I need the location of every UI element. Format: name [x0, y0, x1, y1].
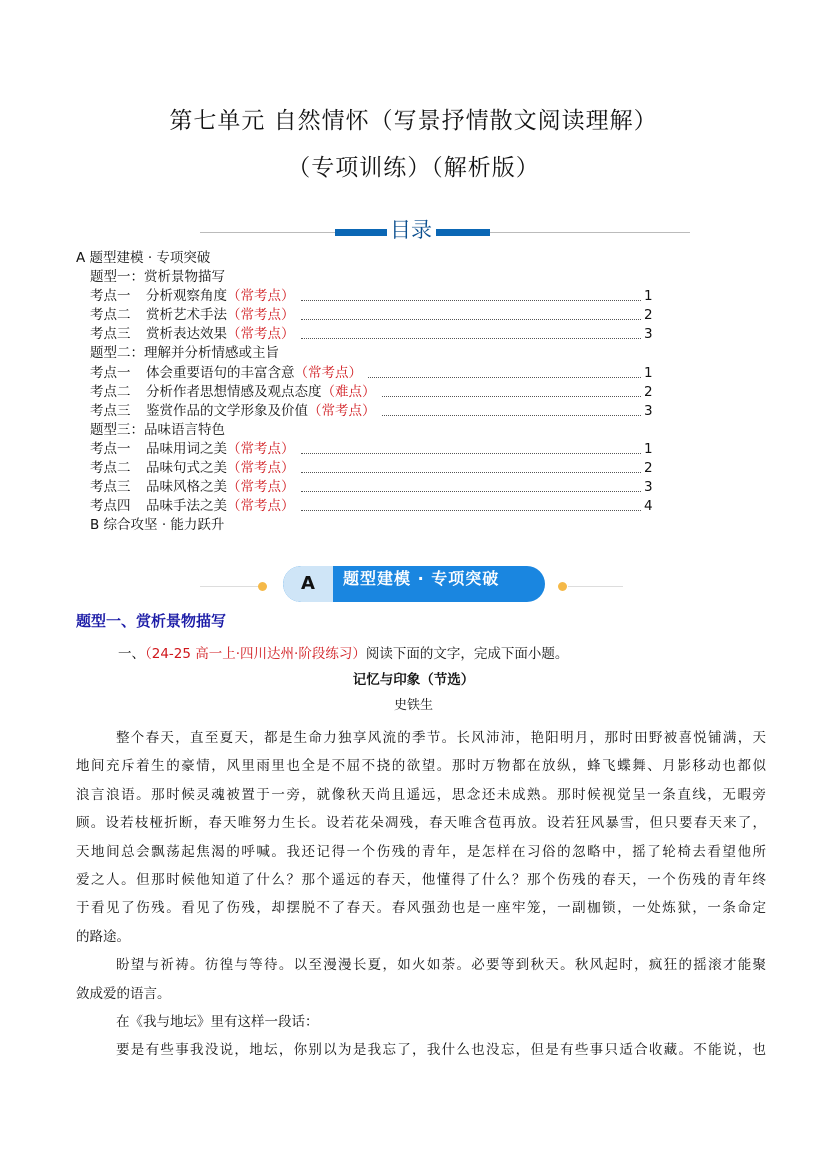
toc-type-heading: 题型二：理解并分析情感或主旨 — [90, 345, 279, 362]
toc-point-text: 品味风格之美 — [146, 479, 227, 496]
toc-point-tag: （常考点） — [308, 402, 376, 419]
toc-page-number: 2 — [644, 460, 653, 477]
toc-leader-dots — [368, 364, 641, 378]
dot-icon — [558, 582, 567, 591]
toc-row[interactable] — [76, 249, 652, 268]
toc-page-number: 2 — [644, 307, 653, 324]
toc-point-tag: （常考点） — [227, 479, 295, 496]
document-title-line2: （专项训练）（解析版） — [287, 155, 540, 181]
toc-page-number: 2 — [644, 383, 653, 400]
toc-row[interactable] — [76, 497, 652, 516]
toc-row[interactable] — [76, 383, 652, 402]
toc-page-number: 3 — [644, 326, 653, 343]
toc-point-label: 考点二 — [90, 307, 131, 324]
question-number: 一、 — [118, 646, 145, 662]
toc-point-label: 考点二 — [90, 460, 131, 477]
passage-line: 在《我与地坛》里有这样一段话： — [116, 1013, 319, 1030]
toc-point-tag: （常考点） — [294, 364, 362, 381]
toc-point-tag: （常考点） — [227, 440, 295, 457]
passage-body — [76, 724, 766, 1065]
toc-leader-dots — [301, 306, 642, 320]
banner-letter: A — [283, 566, 333, 602]
toc-point-text: 赏析表达效果 — [146, 326, 227, 343]
toc-page-number: 3 — [644, 479, 653, 496]
toc-point-tag: （常考点） — [227, 498, 295, 515]
toc-row[interactable] — [76, 478, 652, 497]
toc-point-text: 赏析艺术手法 — [146, 307, 227, 324]
toc-point-label: 考点一 — [90, 288, 131, 305]
toc-point-text: 品味句式之美 — [146, 460, 227, 477]
toc-point-tag: （常考点） — [227, 460, 295, 477]
toc-page-number: 4 — [644, 498, 653, 515]
toc-leader-dots — [382, 402, 642, 416]
toc-point-text: 分析观察角度 — [146, 288, 227, 305]
toc-point-label: 考点一 — [90, 364, 131, 381]
toc-type-heading: 题型一：赏析景物描写 — [90, 269, 225, 286]
banner-text: 题型建模 · 专项突破 — [343, 569, 500, 588]
toc-page-number: 1 — [644, 440, 653, 457]
question-text: 阅读下面的文字，完成下面小题。 — [365, 646, 569, 662]
passage-line: 天地间总会飘荡起焦渴的呼喊。我还记得一个伤残的青年，是怎样在习俗的忽略中，摇了轮椅去看望他所 — [76, 843, 766, 860]
toc-row[interactable] — [76, 306, 652, 325]
toc-type-heading: B 综合攻坚 · 能力跃升 — [90, 517, 225, 534]
toc-leader-dots — [301, 287, 642, 301]
toc-leader-dots — [301, 459, 642, 473]
passage-line: 整个春天，直至夏天，都是生命力独享风流的季节。长风沛沛，艳阳明月，那时田野被喜悦铺满，天 — [116, 730, 766, 746]
toc-heading — [200, 216, 690, 240]
passage-line: 浪言浪语。那时候灵魂被置于一旁，就像秋天尚且遥远，思念还未成熟。那时候视觉呈一条直线，无暇旁 — [76, 786, 766, 803]
toc-point-label: 考点三 — [90, 479, 131, 496]
passage-line: 爱之人。但那时候他知道了什么？那个遥远的春天，他懂得了什么？那个伤残的春天，一个伤残的青年终 — [76, 871, 766, 888]
toc-leader-dots — [301, 497, 642, 511]
toc-row[interactable] — [76, 268, 652, 287]
passage-line: 的路途。 — [76, 928, 130, 945]
toc-part-heading: A 题型建模 · 专项突破 — [76, 250, 211, 266]
passage-line: 敛成爱的语言。 — [76, 985, 171, 1002]
toc-point-tag: （常考点） — [227, 288, 295, 305]
toc-point-label: 考点四 — [90, 498, 131, 515]
toc-leader-dots — [382, 383, 642, 397]
toc-point-text: 鉴赏作品的文学形象及价值 — [146, 402, 308, 419]
toc-point-tag: （常考点） — [227, 307, 295, 324]
passage-line: 顾。设若枝桠折断，春天唯努力生长。设若花朵凋残，春天唯含苞再放。设若狂风暴雪，但只要春天来了， — [76, 815, 766, 832]
dot-icon — [258, 582, 267, 591]
passage-line: 要是有些事我没说，地坛，你别以为是我忘了，我什么也没忘，但是有些事只适合收藏。不能说，也 — [116, 1042, 766, 1059]
passage-title: 记忆与印象（节选） — [352, 672, 475, 688]
toc-point-label: 考点三 — [90, 402, 131, 419]
toc-point-text: 品味用词之美 — [146, 440, 227, 457]
question-prompt — [118, 642, 568, 662]
section-title: 题型一、赏析景物描写 — [76, 612, 227, 630]
toc-row[interactable] — [76, 364, 652, 383]
passage-line: 盼望与祈祷。彷徨与等待。以至漫漫长夏，如火如荼。必要等到秋天。秋风起时，疯狂的摇滚才能聚 — [116, 957, 766, 974]
toc-point-label: 考点一 — [90, 440, 131, 457]
toc-heading-label: 目录 — [390, 218, 432, 242]
question-source: （24-25 高一上·四川达州·阶段练习） — [145, 646, 366, 662]
toc-row[interactable] — [76, 325, 652, 344]
toc-point-text: 品味手法之美 — [146, 498, 227, 515]
toc-point-text: 分析作者思想情感及观点态度 — [146, 383, 322, 400]
toc-type-heading: 题型三：品味语言特色 — [90, 421, 225, 438]
toc-point-label: 考点三 — [90, 326, 131, 343]
passage-author: 史铁生 — [393, 698, 433, 713]
toc-leader-dots — [301, 478, 642, 492]
passage-line: 于看见了伤残。看见了伤残，却摆脱不了春天。春风强劲也是一座牢笼，一副枷锁，一处炼狱，一条命定 — [76, 900, 766, 917]
toc-page-number: 1 — [644, 288, 653, 305]
table-of-contents — [76, 249, 652, 535]
toc-point-text: 体会重要语句的丰富含意 — [146, 364, 295, 381]
toc-point-tag: （常考点） — [227, 326, 295, 343]
toc-row[interactable] — [76, 459, 652, 478]
toc-page-number: 3 — [644, 402, 653, 419]
toc-row[interactable] — [76, 440, 652, 459]
passage-line: 地间充斥着生的豪情，风里雨里也全是不屈不挠的欲望。那时万物都在放纵，蜂飞蝶舞、月影移动也都似 — [76, 758, 766, 775]
toc-point-tag: （难点） — [321, 383, 376, 400]
toc-row[interactable] — [76, 402, 652, 421]
document-title-line1: 第七单元 自然情怀（写景抒情散文阅读理解） — [169, 108, 658, 134]
toc-row[interactable] — [76, 421, 652, 440]
toc-row[interactable] — [76, 287, 652, 306]
toc-row[interactable] — [76, 516, 652, 535]
section-banner — [200, 562, 620, 604]
toc-page-number: 1 — [644, 364, 653, 381]
toc-leader-dots — [301, 440, 642, 454]
toc-row[interactable] — [76, 344, 652, 363]
toc-point-label: 考点二 — [90, 383, 131, 400]
toc-leader-dots — [301, 325, 642, 339]
